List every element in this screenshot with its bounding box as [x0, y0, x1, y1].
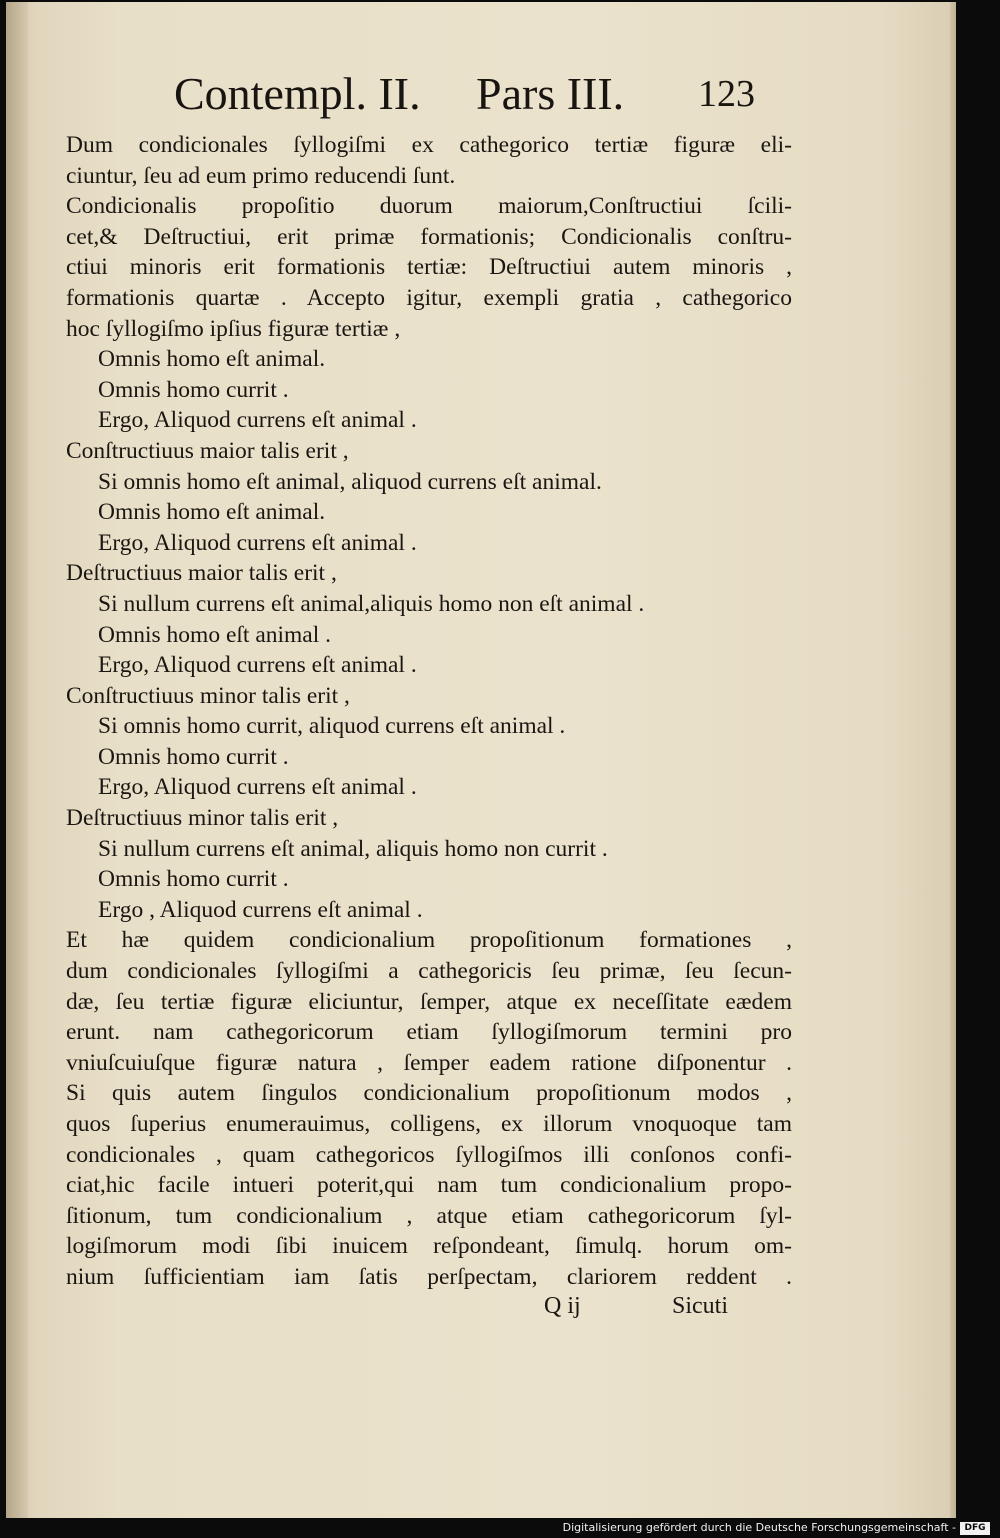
body-text [62, 130, 792, 1293]
text-line: ſitionum, tum condicionalium , atque etiam cathegoricorum ſyl- [66, 1202, 792, 1229]
text-line: Deſtructiuus maior talis erit , [66, 560, 337, 587]
text-line: Ergo, Aliquod currens eſt animal . [98, 774, 417, 801]
text-line: hoc ſyllogiſmo ipſius figuræ tertiæ , [66, 315, 401, 342]
text-line: Si nullum currens eſt animal, aliquis homo non currit . [98, 835, 608, 862]
text-line: Omnis homo currit . [98, 866, 289, 893]
text-line: ciat,hic facile intueri poterit,qui nam tum condicionalium propo- [66, 1172, 792, 1199]
text-line: quos ſuperius enumerauimus, colligens, ex illorum vnoquoque tam [66, 1111, 792, 1137]
text-line: Omnis homo eſt animal. [98, 346, 326, 373]
text-line: Omnis homo eſt animal . [98, 621, 332, 648]
text-line: Omnis homo currit . [98, 376, 289, 403]
text-line: Ergo , Aliquod currens eſt animal . [98, 896, 423, 923]
text-line: cet,& Deſtructiui, erit primæ formationis; Condicionalis conſtru- [66, 223, 792, 250]
text-line: Dum condicionales ſyllogiſmi ex cathegorico tertiæ figuræ eli- [66, 132, 792, 158]
text-line: Omnis homo eſt animal. [98, 499, 326, 526]
text-line: Condicionalis propoſitio duorum maiorum,Conſtructiui ſcili- [66, 193, 792, 220]
text-line: Ergo, Aliquod currens eſt animal . [98, 407, 417, 434]
signature-mark: Q ij [544, 1293, 581, 1319]
text-line: Ergo, Aliquod currens eſt animal . [98, 529, 417, 556]
text-line: Si quis autem ſingulos condicionalium propoſitionum modos , [66, 1080, 792, 1107]
text-line: Si omnis homo eſt animal, aliquod currens eſt animal. [98, 468, 602, 495]
running-header [6, 64, 956, 124]
text-line: dum condicionales ſyllogiſmi a cathegoricis ſeu primæ, ſeu ſecun- [66, 958, 792, 985]
page-number: 123 [698, 73, 755, 115]
text-line: nium ſufficientiam iam ſatis perſpectam, clariorem reddent . [66, 1263, 792, 1290]
text-line: Conſtructiuus minor talis erit , [66, 682, 350, 709]
text-line: Omnis homo currit . [98, 743, 289, 770]
text-line: Ergo, Aliquod currens eſt animal . [98, 652, 417, 679]
text-line: Si omnis homo currit, aliquod currens eſt animal . [98, 713, 566, 740]
text-line: Deſtructiuus minor talis erit , [66, 805, 339, 832]
text-line: dæ, ſeu tertiæ figuræ eliciuntur, ſemper, atque ex neceſſitate eædem [66, 988, 792, 1015]
text-line: vniuſcuiuſque figuræ natura , ſemper eadem ratione diſponentur . [66, 1049, 792, 1076]
text-line: ctiui minoris erit formationis tertiæ: Deſtructiui autem minoris , [66, 254, 792, 281]
catchword: Sicuti [672, 1293, 729, 1319]
page-gutter-shadow [6, 2, 28, 1518]
header-contemplation: Contempl. II. [174, 68, 421, 119]
text-line: ciuntur, ſeu ad eum primo reducendi ſunt. [66, 162, 456, 189]
text-line: Conſtructiuus maior talis erit , [66, 437, 349, 464]
header-part: Pars III. [476, 68, 625, 119]
text-line: logiſmorum modi ſibi inuicem reſpondeant, ſimulq. horum om- [66, 1233, 792, 1260]
text-line: formationis quartæ . Accepto igitur, exempli gratia , cathegorico [66, 284, 792, 311]
book-page [6, 2, 956, 1518]
text-line: erunt. nam cathegoricorum etiam ſyllogiſmorum termini pro [66, 1019, 792, 1046]
credit-text: Digitalisierung gefördert durch die Deutsche Forschungsgemeinschaft - [562, 1521, 956, 1534]
text-line: Si nullum currens eſt animal,aliquis homo non eſt animal . [98, 590, 645, 617]
page-edge [950, 2, 956, 1518]
dfg-logo: DFG [960, 1522, 990, 1535]
text-line: condicionales , quam cathegoricos ſyllogiſmos illi conſonos confi- [66, 1141, 792, 1168]
text-line: Et hæ quidem condicionalium propoſitionum formationes , [66, 927, 792, 954]
